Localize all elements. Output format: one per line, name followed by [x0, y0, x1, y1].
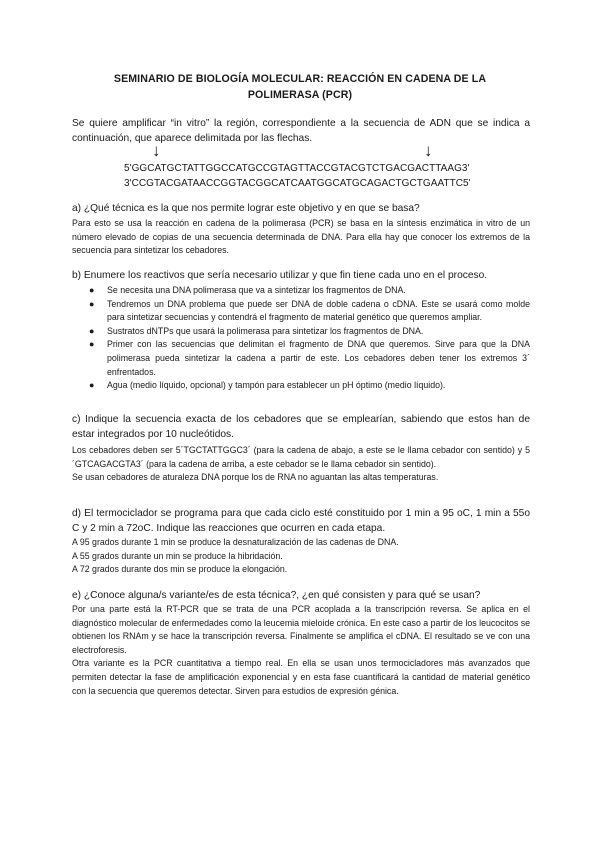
- left-down-arrow-icon: ↓: [152, 141, 161, 160]
- answer-c-primers: Los cebadores deben ser 5´TGCTATTGGC3´ (para la cadena de abajo, a este se le llama cebador con sentido) y 5´GTCAGACGTA3´ (para la cadena de arriba, a este cebador se le llama cebador sin sentido).: [72, 445, 530, 469]
- title-line-1: SEMINARIO DE BIOLOGÍA MOLECULAR: REACCIÓN EN CADENA DE LA: [113, 73, 487, 85]
- list-item: ● Primer con las secuencias que delimitan el fragmento de DNA que queremos. Sirve para que la DNA polimerasa pueda sintetizar la cadena a partir de este. Los cebadores deben tener los extremos 3´ enfrentados.: [89, 339, 530, 377]
- list-item: ● Tendremos un DNA problema que puede ser DNA de doble cadena o cDNA. Este se usará como molde para sintetizar secuencias y contendrá el fragmento de material genético que queremos ampliar.: [89, 298, 530, 323]
- right-down-arrow-icon: ↓: [424, 141, 433, 160]
- answer-d: [72, 536, 530, 577]
- answer-a: Para esto se usa la reacción en cadena de la polimerasa (PCR) se basa en la síntesis enzimática in vitro de un número elevado de copias de una secuencia determinada de DNA. Para ella hay que conocer los extremos de la secuencia para sintetizar los cebadores.: [72, 218, 530, 256]
- answer-d-line: A 72 grados durante dos min se produce la elongación.: [72, 564, 288, 575]
- dna-sequence-top: 5'GGCATGCTATTGGCCATGCCGTAGTTACCGTACGTCTGACGACTTAAG3': [124, 163, 470, 174]
- title-line-2: POLIMERASA (PCR): [247, 89, 353, 101]
- bullet-icon: ●: [89, 380, 95, 391]
- bullet-icon: ●: [89, 298, 95, 309]
- list-item: ● Se necesita una DNA polimerasa que va a sintetizar los fragmentos de DNA.: [72, 284, 530, 298]
- question-e: e) ¿Conoce alguna/s variante/es de esta técnica?, ¿en qué consisten y para qué se usan?: [72, 590, 481, 601]
- reagents-list: [72, 284, 530, 393]
- answer-c: [72, 444, 530, 485]
- bullet-icon: ●: [89, 325, 95, 336]
- page-title: [90, 71, 510, 103]
- intro-paragraph: Se quiere amplificar “in vitro” la región, correspondiente a la secuencia de ADN que se indica a continuación, que aparece delimitada por las flechas.: [72, 118, 530, 144]
- question-b: b) Enumere los reactivos que sería necesario utilizar y que fin tiene cada uno en el proceso.: [72, 270, 488, 281]
- answer-e-rtpcr: Por una parte está la RT-PCR que se trata de una PCR acoplada a la transcripción reversa. Se aplica en el diagnóstico molecular de enfermedades como la leucemia mieloide crónica. En este caso a partir de los leucocitos se obtienen los RNAm y se hace la transcripción reversa. Finalmente se amplifica el cDNA. El resultado se ve con una electroforesis.: [72, 604, 530, 655]
- answer-d-line: A 55 grados durante un min se produce la hibridación.: [72, 550, 283, 561]
- list-item: ● Agua (medio líquido, opcional) y tampón para establecer un pH óptimo (medio líquido).: [72, 379, 530, 393]
- answer-d-line: A 95 grados durante 1 min se produce la desnaturalización de las cadenas de DNA.: [72, 537, 399, 547]
- question-d: d) El termociclador se programa para que cada ciclo esté constituido por 1 min a 95 oC, 1 min a 55o C y 2 min a 72oC. Indique las reacciones que ocurren en cada etapa.: [72, 508, 530, 534]
- dna-sequence-bottom: 3'CCGTACGATAACCGGTACGGCATCAATGGCATGCAGACTGCTGAATTC5': [124, 178, 471, 189]
- bullet-icon: ●: [89, 339, 95, 350]
- answer-c-note: Se usan cebadores de aturaleza DNA porque los de RNA no aguantan las altas temperaturas.: [72, 472, 439, 483]
- answer-e: [72, 603, 530, 698]
- bullet-icon: ●: [89, 285, 95, 295]
- answer-e-qpcr: Otra variante es la PCR cuantitativa a tiempo real. En ella se usan unos termocicladores más avanzados que permiten detectar la fase de amplificación exponencial y en esta fase cuantificará la cantidad de material genético con la secuencia que queremos detectar. Sirven para estudios de expresión génica.: [72, 658, 530, 696]
- question-a: a) ¿Qué técnica es la que nos permite lograr este objetivo y en que se basa?: [72, 203, 420, 214]
- list-item: ● Sustratos dNTPs que usará la polimerasa para sintetizar los fragmentos de DNA.: [72, 325, 530, 339]
- question-c: c) Indique la secuencia exacta de los cebadores que se emplearían, sabiendo que estos han de estar integrados por 10 nucleótidos.: [72, 414, 530, 440]
